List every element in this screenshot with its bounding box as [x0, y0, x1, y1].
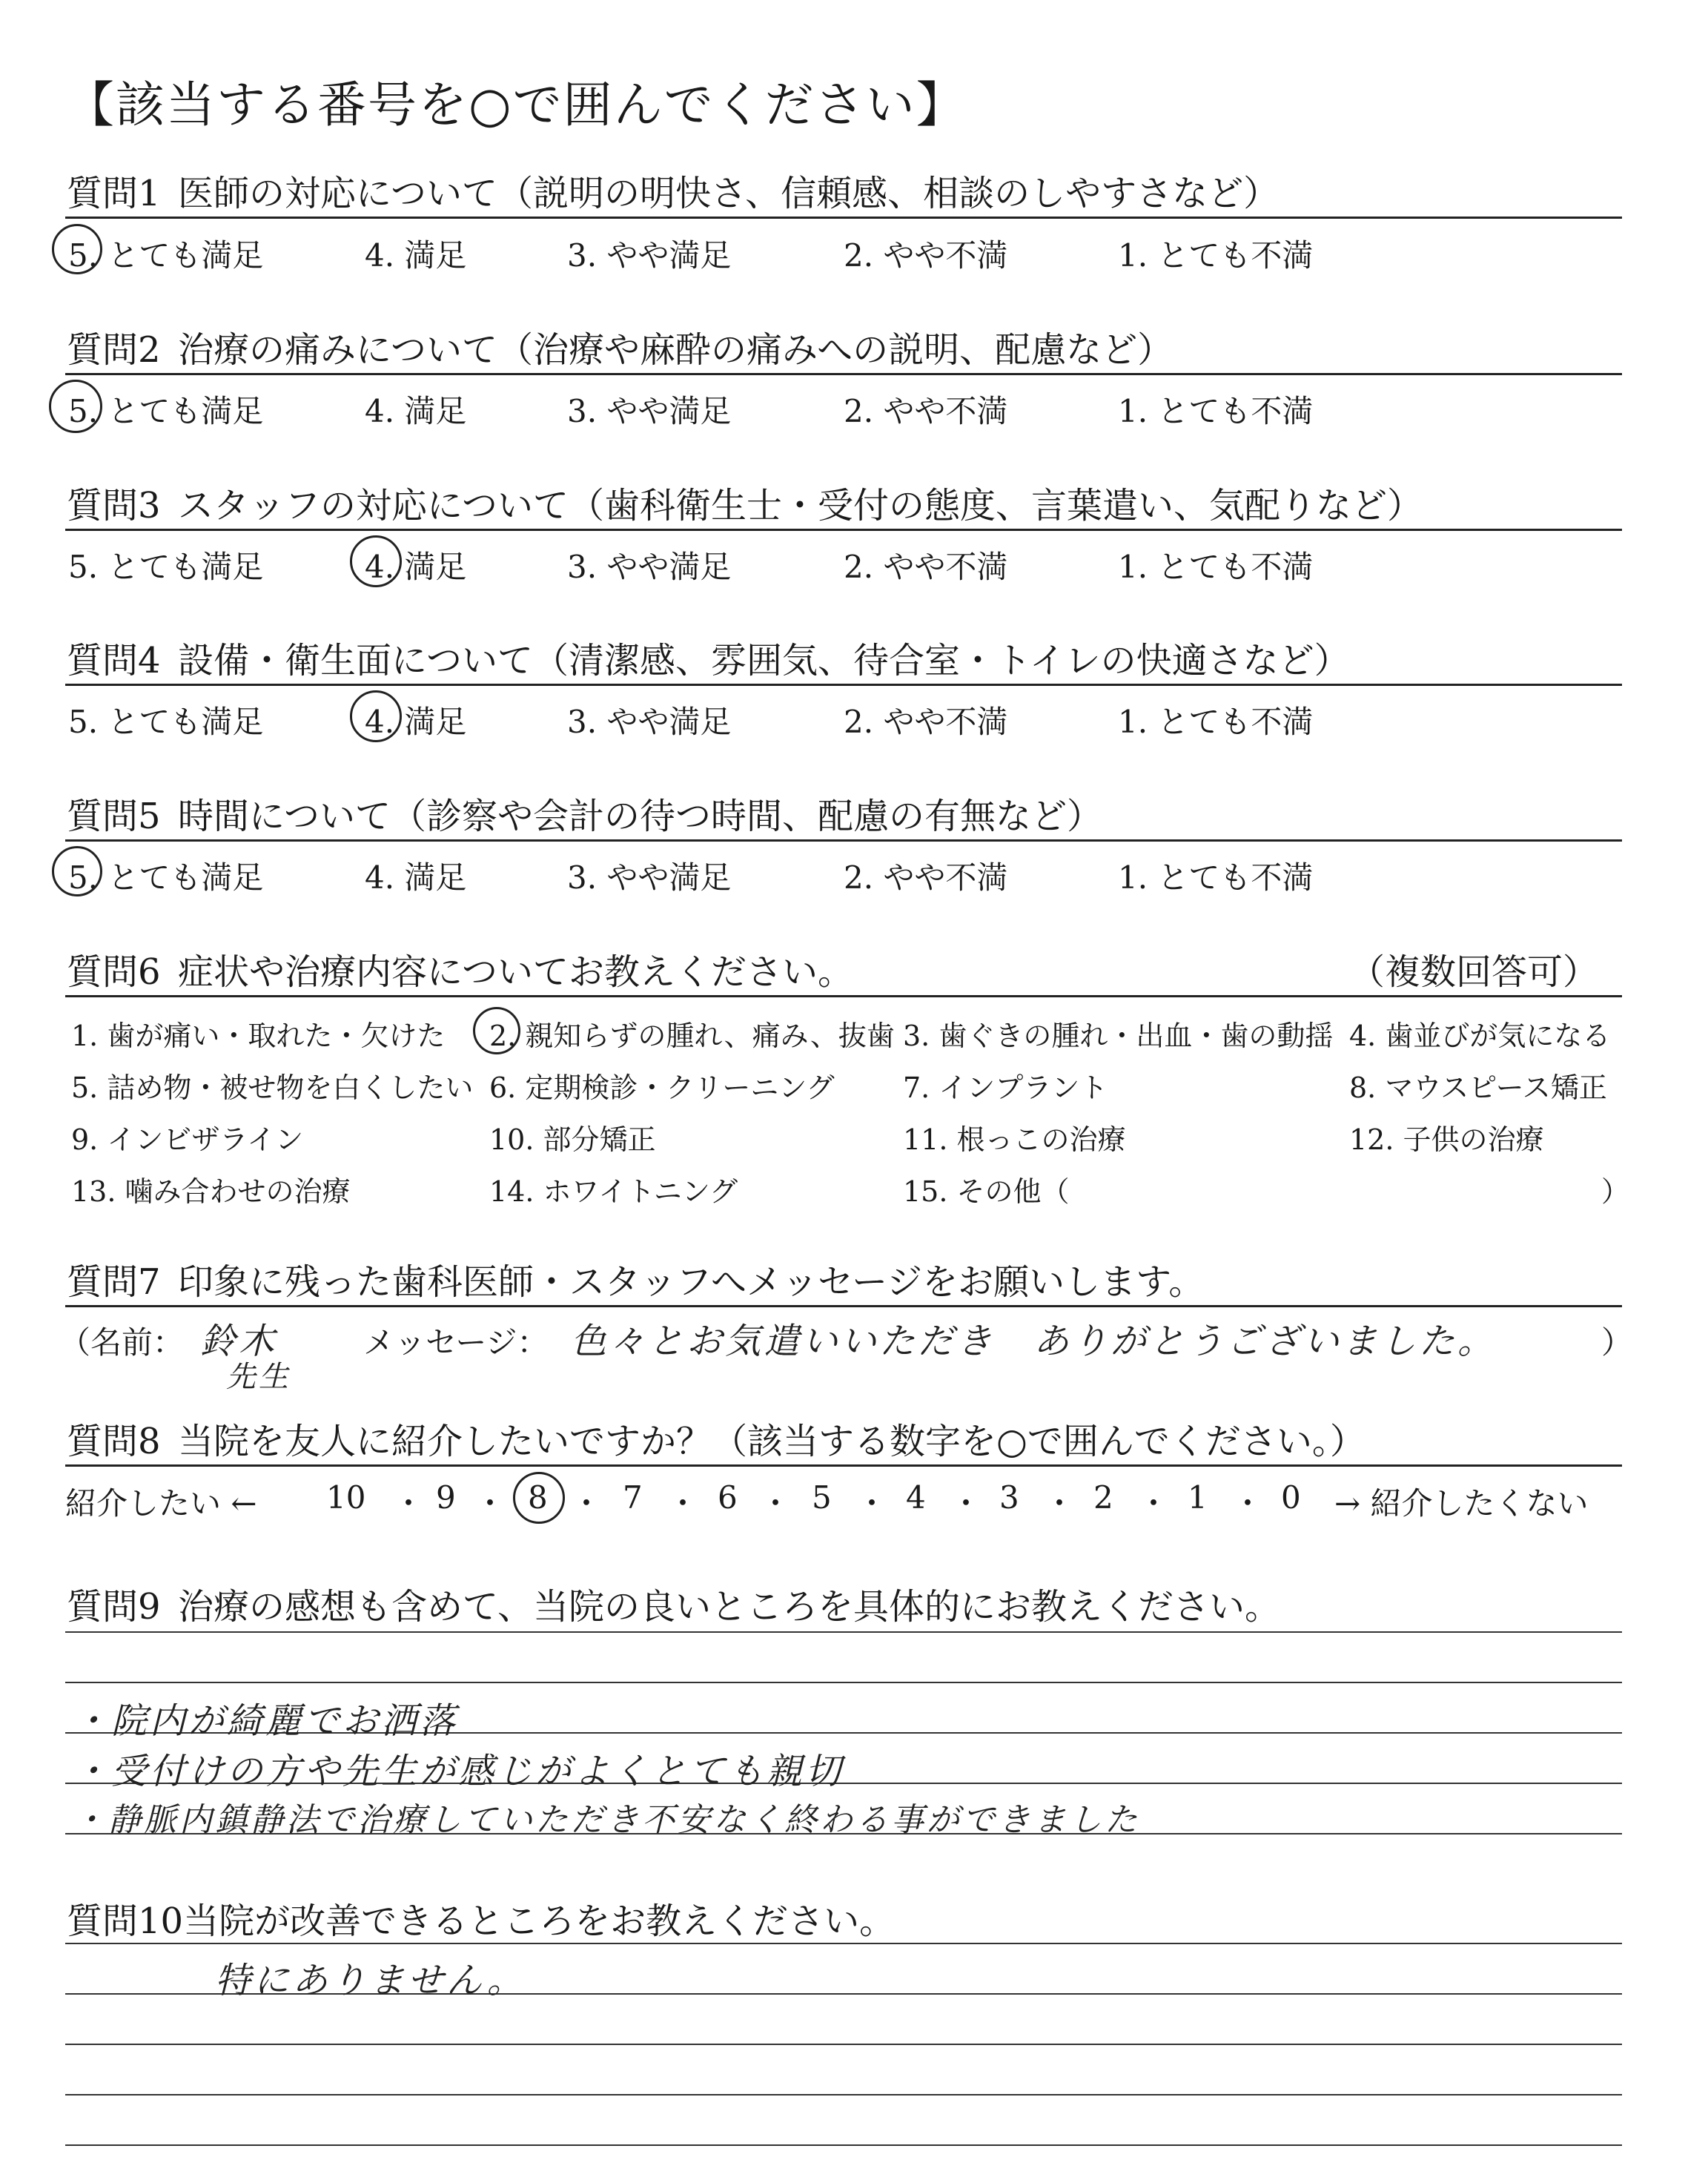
q6-option-1[interactable]: 1. 歯が痛い・取れた・欠けた: [71, 1020, 446, 1052]
divider: [65, 995, 1622, 997]
message-value[interactable]: 色々とお気遣いいただき ありがとうございました。: [571, 1321, 1497, 1362]
q2-option-3[interactable]: 3. やや満足: [567, 393, 732, 429]
question-6: [67, 943, 853, 994]
q4-option-4[interactable]: 4. 満足: [365, 704, 467, 740]
scale-dot: ・: [667, 1485, 699, 1522]
question-3: [67, 477, 1423, 528]
scale-dot: ・: [760, 1485, 792, 1522]
q2-option-1[interactable]: 1. とても不満: [1118, 393, 1314, 429]
q1-option-1[interactable]: 1. とても不満: [1118, 237, 1314, 274]
divider: [65, 1305, 1622, 1307]
scale-dot: ・: [1138, 1485, 1170, 1522]
question-10: [67, 1892, 895, 1943]
divider: [65, 684, 1622, 686]
question-3-number: 質問3: [67, 485, 161, 526]
q6-option-3[interactable]: 3. 歯ぐきの腫れ・出血・歯の動揺: [903, 1020, 1334, 1052]
selection-circle: [52, 846, 102, 896]
name-value[interactable]: 鈴木: [200, 1321, 278, 1362]
q3-option-4[interactable]: 4. 満足: [365, 549, 467, 585]
question-5-number: 質問5: [67, 796, 161, 837]
message-label: メッセージ：: [363, 1324, 549, 1361]
q4-option-5[interactable]: 5. とても満足: [68, 704, 264, 740]
divider: [65, 217, 1622, 219]
question-2-text: 治療の痛みについて（治療や麻酔の痛みへの説明、配慮など）: [178, 329, 1174, 371]
q6-option-13[interactable]: 13. 噛み合わせの治療: [71, 1175, 351, 1208]
q2-option-2[interactable]: 2. やや不満: [844, 393, 1008, 429]
divider: [65, 839, 1622, 842]
question-8-text: 当院を友人に紹介したいですか？（該当する数字を○で囲んでください。）: [178, 1421, 1366, 1462]
question-4-text: 設備・衛生面について（清潔感、雰囲気、待合室・トイレの快適さなど）: [178, 640, 1350, 681]
scale-5[interactable]: 5: [812, 1479, 832, 1516]
name-label: （名前：: [59, 1324, 185, 1361]
q6-option-4[interactable]: 4. 歯並びが気になる: [1349, 1020, 1611, 1052]
selection-circle: [350, 690, 402, 742]
scale-left-label: 紹介したい ←: [65, 1485, 257, 1522]
scale-right-label: → 紹介したくない: [1334, 1485, 1589, 1522]
question-9: [67, 1578, 1280, 1629]
q4-option-1[interactable]: 1. とても不満: [1118, 704, 1314, 740]
question-7-number: 質問7: [67, 1261, 161, 1303]
q6-option-8[interactable]: 8. マウスピース矯正: [1349, 1071, 1607, 1104]
q6-option-15[interactable]: 15. その他（: [903, 1175, 1070, 1208]
q9-answer-line-3[interactable]: ・静脈内鎮静法で治療していただき不安なく終わる事ができました: [73, 1801, 1140, 1839]
question-8: [67, 1413, 1366, 1464]
q10-answer[interactable]: 特にありません。: [215, 1960, 526, 2001]
q6-option-15-close: ）: [1601, 1175, 1630, 1208]
form-title: 【該当する番号を○で囲んでください】: [65, 76, 967, 133]
q5-option-5[interactable]: 5. とても満足: [68, 859, 264, 896]
question-5-text: 時間について（診察や会計の待つ時間、配慮の有無など）: [178, 796, 1103, 837]
answer-line: [65, 1682, 1622, 1683]
question-5: [67, 787, 1102, 839]
answer-line: [65, 2144, 1622, 2146]
q6-option-9[interactable]: 9. インビザライン: [71, 1123, 304, 1156]
q5-option-2[interactable]: 2. やや不満: [844, 859, 1008, 896]
question-7-text: 印象に残った歯科医師・スタッフへメッセージをお願いします。: [178, 1261, 1205, 1303]
q4-option-3[interactable]: 3. やや満足: [567, 704, 732, 740]
q1-option-4[interactable]: 4. 満足: [365, 237, 467, 274]
scale-9[interactable]: 9: [436, 1479, 456, 1516]
q3-option-5[interactable]: 5. とても満足: [68, 549, 264, 585]
q2-option-5[interactable]: 5. とても満足: [68, 393, 264, 429]
q5-option-1[interactable]: 1. とても不満: [1118, 859, 1314, 896]
selection-circle: [49, 380, 102, 433]
q6-option-2[interactable]: 2. 親知らずの腫れ、痛み、抜歯: [489, 1020, 895, 1052]
question-7: [67, 1253, 1204, 1304]
scale-4[interactable]: 4: [906, 1479, 926, 1516]
question-1-number: 質問1: [67, 173, 161, 214]
scale-2[interactable]: 2: [1093, 1479, 1113, 1516]
q6-option-11[interactable]: 11. 根っこの治療: [903, 1123, 1126, 1156]
question-10-text: 当院が改善できるところをお教えください。: [183, 1900, 896, 1942]
answer-line: [65, 1943, 1622, 1944]
q9-answer-line-2[interactable]: ・受付けの方や先生が感じがよくとても親切: [73, 1751, 844, 1792]
scale-dot: ・: [950, 1485, 982, 1522]
answer-line: [65, 2094, 1622, 2095]
question-9-number: 質問9: [67, 1586, 161, 1628]
selection-circle: [513, 1472, 565, 1524]
divider: [65, 1464, 1622, 1467]
q4-option-2[interactable]: 2. やや不満: [844, 704, 1008, 740]
message-close: ）: [1601, 1324, 1633, 1361]
question-8-number: 質問8: [67, 1421, 161, 1462]
q6-option-10[interactable]: 10. 部分矯正: [489, 1123, 656, 1156]
question-2-number: 質問2: [67, 329, 161, 371]
q2-option-4[interactable]: 4. 満足: [365, 393, 467, 429]
q5-option-3[interactable]: 3. やや満足: [567, 859, 732, 896]
q6-option-7[interactable]: 7. インプラント: [903, 1071, 1108, 1104]
question-9-text: 治療の感想も含めて、当院の良いところを具体的にお教えください。: [178, 1586, 1281, 1628]
scale-dot: ・: [856, 1485, 888, 1522]
scale-0[interactable]: 0: [1281, 1479, 1301, 1516]
question-4: [67, 632, 1350, 683]
q5-option-4[interactable]: 4. 満足: [365, 859, 467, 896]
q6-option-12[interactable]: 12. 子供の治療: [1349, 1123, 1544, 1156]
question-1: [67, 165, 1279, 216]
answer-line: [65, 2044, 1622, 2045]
scale-3[interactable]: 3: [999, 1479, 1019, 1516]
question-3-text: スタッフの対応について（歯科衛生士・受付の態度、言葉遣い、気配りなど）: [178, 485, 1423, 526]
scale-8[interactable]: 8: [528, 1479, 548, 1516]
q3-option-3[interactable]: 3. やや満足: [567, 549, 732, 585]
q1-option-3[interactable]: 3. やや満足: [567, 237, 732, 274]
scale-dot: ・: [1044, 1485, 1076, 1522]
selection-circle: [350, 535, 402, 587]
scale-dot: ・: [1232, 1485, 1264, 1522]
multiple-answer-note: （複数回答可）: [1349, 951, 1599, 993]
scale-1[interactable]: 1: [1188, 1479, 1208, 1516]
name-value-suffix: 先生: [226, 1360, 291, 1394]
q6-option-6[interactable]: 6. 定期検診・クリーニング: [489, 1071, 835, 1104]
question-6-text: 症状や治療内容についてお教えください。: [178, 951, 854, 993]
q9-answer-line-1[interactable]: ・院内が綺麗でお洒落: [73, 1700, 459, 1742]
scale-7[interactable]: 7: [623, 1479, 643, 1516]
question-1-text: 医師の対応について（説明の明快さ、信頼感、相談のしやすさなど）: [178, 173, 1280, 214]
answer-line: [65, 1631, 1622, 1633]
scale-6[interactable]: 6: [718, 1479, 738, 1516]
question-10-number: 質問10: [67, 1900, 184, 1942]
q3-option-2[interactable]: 2. やや不満: [844, 549, 1008, 585]
scale-dot: ・: [393, 1485, 425, 1522]
selection-circle: [52, 224, 102, 274]
question-6-number: 質問6: [67, 951, 161, 993]
scale-10[interactable]: 10: [326, 1479, 366, 1516]
scale-dot: ・: [474, 1485, 506, 1522]
divider: [65, 529, 1622, 531]
q3-option-1[interactable]: 1. とても不満: [1118, 549, 1314, 585]
q1-option-5[interactable]: 5. とても満足: [68, 237, 264, 274]
selection-circle: [473, 1007, 520, 1054]
q1-option-2[interactable]: 2. やや不満: [844, 237, 1008, 274]
question-4-number: 質問4: [67, 640, 161, 681]
q6-option-14[interactable]: 14. ホワイトニング: [489, 1175, 738, 1208]
q6-option-5[interactable]: 5. 詰め物・被せ物を白くしたい: [71, 1071, 474, 1104]
divider: [65, 373, 1622, 375]
question-2: [67, 321, 1173, 372]
scale-dot: ・: [571, 1485, 603, 1522]
